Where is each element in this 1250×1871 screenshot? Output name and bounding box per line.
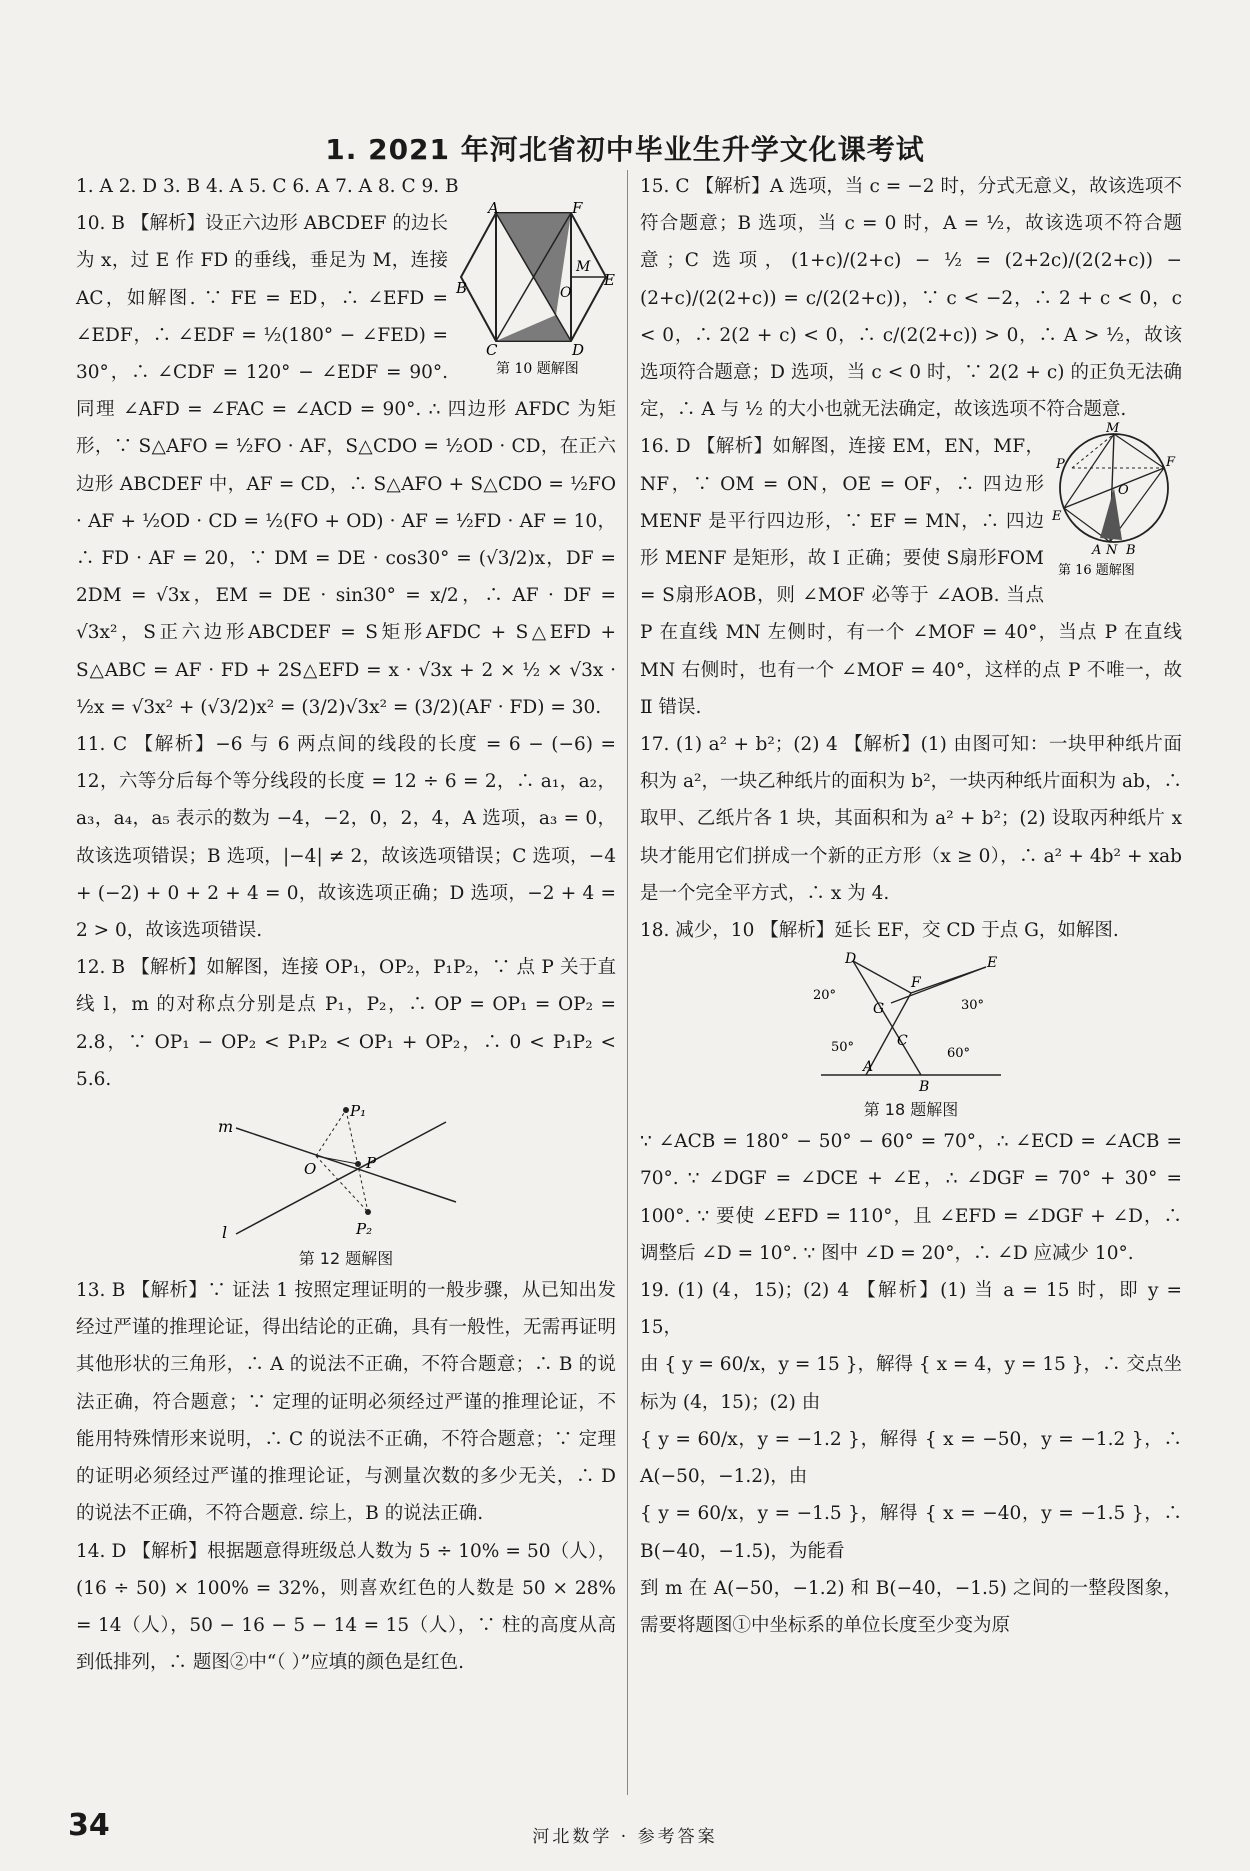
label-P2: P₂ — [356, 1220, 373, 1239]
label-O-16: O — [1118, 483, 1129, 499]
label-B-16: B — [1126, 543, 1136, 559]
answer-18-tail: ∵ ∠ACB = 180° − 50° − 60° = 70°，∴ ∠ECD = ∠ACB = 70°. ∵ ∠DGF = ∠DCE + ∠E，∴ ∠DGF = 70° + 30° = 100°. ∵ 要使 ∠EFD = 110°，且 ∠EFD = ∠DGF + ∠D，∴ 调整后 ∠D = 10°. ∵ 图中 ∠D = 20°，∴ ∠D 应减少 10°. — [640, 1131, 1182, 1264]
answer-10: 10. B 【解析】设正六边形 ABCDEF 的边长为 x，过 E 作 FD 的垂线，垂足为 M，连接 AC，如解图. ∵ FE = ED，∴ ∠EFD = ∠EDF，∴ ∠EDF = ½(180° − ∠FED) = 30°，∴ ∠CDF = 120° − ∠EDF = 90°. 同理 ∠AFD = ∠FAC = ∠ACD = 90°. ∴ 四边形 AFDC 为矩形，∵ S△AFO = ½FO · AF，S△CDO = ½OD · CD，在正六边形 ABCDEF 中，AF = CD，∴ S△AFO + S△CDO = ½FO · AF + ½OD · CD = ½(FO + OD) · AF = ½FD · AF = 10，∴ FD · AF = 20，∵ DM = DE · cos30° = (√3/2)x，DF = 2DM = √3x，EM = DE · sin30° = x/2，∴ AF · DF = √3x²，S正六边形ABCDEF = S矩形AFDC + S△EFD + S△ABC = AF · FD + 2S△EFD = x · √3x + 2 × ½ × √3x · ½x = √3x² + (√3/2)x² = (3/2)√3x² = (3/2)(AF · FD) = 30. — [76, 213, 616, 718]
footer-text: 河北数学 · 参考答案 — [532, 1827, 718, 1847]
answer-18-head: 18. 减少，10 【解析】延长 EF，交 CD 于点 G，如解图. — [640, 920, 1119, 942]
answer-15: 15. C 【解析】A 选项，当 c = −2 时，分式无意义，故该选项不符合题意；B 选项，当 c = 0 时，A = ½，故该选项不符合题意；C 选项，(1+c)/(2+c) − ½ = (2+2c)/(2(2+c)) − (2+c)/(2(2+c)) = c/(2(2+c))，∵ c < −2，∴ 2 + c < 0，c < 0，∴ 2(2 + c) < 0，∴ c/(2(2+c)) > 0，∴ A > ½，故该选项符合题意；D 选项，当 c < 0 时，∵ 2(2 + c) 的正负无法确定，∴ A 与 ½ 的大小也就无法确定，故该选项不符合题意. — [640, 176, 1182, 421]
label-O-12: O — [304, 1160, 317, 1179]
label-M: M — [576, 259, 591, 276]
caption-10: 第 10 题解图 — [496, 361, 579, 378]
answer-19-tail: 到 m 在 A(−50，−1.2) 和 B(−40，−1.5) 之间的一整段图象，需要将题图①中坐标系的单位长度至少变为原 — [640, 1577, 1182, 1636]
left-column — [76, 168, 616, 1681]
label-E-16: E — [1052, 509, 1062, 525]
angle-60: 60° — [947, 1046, 971, 1062]
label-A-18: A — [863, 1059, 874, 1076]
label-A-16: A — [1092, 543, 1102, 559]
label-F-16: F — [1166, 455, 1176, 471]
angle-20: 20° — [813, 988, 837, 1004]
answer-19-l2: { y = 60/x，y = −1.2 }，解得 { x = −50，y = −1.2 }，∴ A(−50，−1.2)，由 — [640, 1428, 1182, 1488]
answer-12: 12. B 【解析】如解图，连接 OP₁，OP₂，P₁P₂，∵ 点 P 关于直线 l，m 的对称点分别是点 P₁，P₂，∴ OP = OP₁ = OP₂ = 2.8，∵ OP₁ − OP₂ < P₁P₂ < OP₁ + OP₂，∴ 0 < P₁P₂ < 5.6. — [76, 957, 616, 1090]
label-F-18: F — [911, 975, 921, 992]
answer-11: 11. C 【解析】−6 与 6 两点间的线段的长度 = 6 − (−6) = 12，六等分后每个等分线段的长度 = 12 ÷ 6 = 2，∴ a₁，a₂，a₃，a₄，a₅ 表示的数为 −4，−2，0，2，4，A 选项，a₃ = 0，故该选项错误；B 选项，|−4| ≠ 2，故该选项错误；C 选项，−4 + (−2) + 0 + 2 + 4 = 0，故该选项正确；D 选项，−2 + 4 = 2 > 0，故该选项错误. — [76, 734, 616, 942]
label-P: P — [366, 1154, 377, 1173]
column-divider — [627, 170, 628, 1795]
label-l: l — [222, 1223, 228, 1243]
caption-12: 第 12 题解图 — [298, 1249, 394, 1269]
right-column — [640, 168, 1182, 1644]
label-N-16: N — [1106, 543, 1118, 559]
label-C-18: C — [897, 1033, 908, 1050]
label-B: B — [456, 279, 468, 298]
label-A: A — [488, 199, 499, 218]
label-m: m — [218, 1117, 234, 1137]
answer-17: 17. (1) a² + b²；(2) 4 【解析】(1) 由图可知：一块甲种纸片面积为 a²，一块乙种纸片的面积为 b²，一块丙种纸片面积为 ab，∴ 取甲、乙纸片各 1 块，其面积和为 a² + b²；(2) 设取丙种纸片 x 块才能用它们拼成一个新的正方形（x ≥ 0），∴ a² + 4b² + xab 是一个完全平方式，∴ x 为 4. — [640, 734, 1182, 904]
hexagon-figure — [456, 199, 616, 378]
label-F: F — [572, 199, 583, 218]
label-P-16: P — [1056, 457, 1065, 473]
answer-14: 14. D 【解析】根据题意得班级总人数为 5 ÷ 10% = 50（人），(16 ÷ 50) × 100% = 32%，则喜欢红色的人数是 50 × 28% = 14（人），50 − 16 − 5 − 14 = 15（人），∵ 柱的高度从高到低排列，∴ 题图②中“（ ）”应填的颜色是红色. — [76, 1540, 616, 1674]
label-O: O — [560, 285, 572, 302]
label-D: D — [572, 341, 585, 360]
label-M-16: M — [1106, 421, 1120, 437]
page-title: 1. 2021 年河北省初中毕业生升学文化课考试 — [325, 133, 925, 166]
page-number: 34 — [68, 1808, 110, 1843]
answer-19-l3: { y = 60/x，y = −1.5 }，解得 { x = −40，y = −1.5 }，∴ B(−40，−1.5)，为能看 — [640, 1503, 1182, 1562]
answer-19-l1: 由 { y = 60/x，y = 15 }，解得 { x = 4，y = 15 }，∴ 交点坐标为 (4，15)；(2) 由 — [640, 1354, 1182, 1413]
label-E: E — [604, 271, 615, 290]
caption-16: 第 16 题解图 — [1058, 563, 1135, 579]
label-P1: P₁ — [350, 1102, 367, 1121]
label-D-18: D — [845, 951, 857, 968]
figure-16 — [1052, 421, 1182, 579]
caption-18: 第 18 题解图 — [863, 1100, 959, 1120]
label-G-18: G — [873, 1001, 885, 1018]
figure-12 — [216, 1102, 476, 1242]
answers-1-9: 1. A 2. D 3. B 4. A 5. C 6. A 7. A 8. C 9. B — [76, 176, 459, 197]
answer-13: 13. B 【解析】∵ 证法 1 按照定理证明的一般步骤，从已知出发经过严谨的推理论证，得出结论的正确，具有一般性，无需再证明其他形状的三角形，∴ A 的说法不正确，不符合题意；∴ B 的说法正确，符合题意；∵ 定理的证明必须经过严谨的推理论证，不能用特殊情形来说明，∴ C 的说法不正确，不符合题意；∵ 定理的证明必须经过严谨的推理论证，与测量次数的多少无关，∴ D 的说法不正确，不符合题意. 综上，B 的说法正确. — [76, 1280, 616, 1525]
label-B-18: B — [919, 1079, 930, 1096]
label-E-18: E — [987, 955, 998, 972]
angle-30: 30° — [961, 998, 985, 1014]
answer-16: 16. D 【解析】如解图，连接 EM，EN，MF，NF，∵ OM = ON，OE = OF，∴ 四边形 MENF 是平行四边形，∵ EF = MN，∴ 四边形 MENF 是矩形，故 Ⅰ 正确；要使 S扇形FOM = S扇形AOB，则 ∠MOF 必等于 ∠AOB. 当点 P 在直线 MN 左侧时，有一个 ∠MOF = 40°，当点 P 在直线 MN 右侧时，也有一个 ∠MOF = 40°，这样的点 P 不唯一，故 Ⅱ 错误. — [640, 436, 1182, 718]
answer-19-head: 19. (1) (4，15)；(2) 4 【解析】(1) 当 a = 15 时，即 y = 15， — [640, 1280, 1182, 1339]
angle-50: 50° — [831, 1040, 855, 1056]
figure-18 — [811, 951, 1011, 1096]
label-C: C — [486, 341, 498, 360]
